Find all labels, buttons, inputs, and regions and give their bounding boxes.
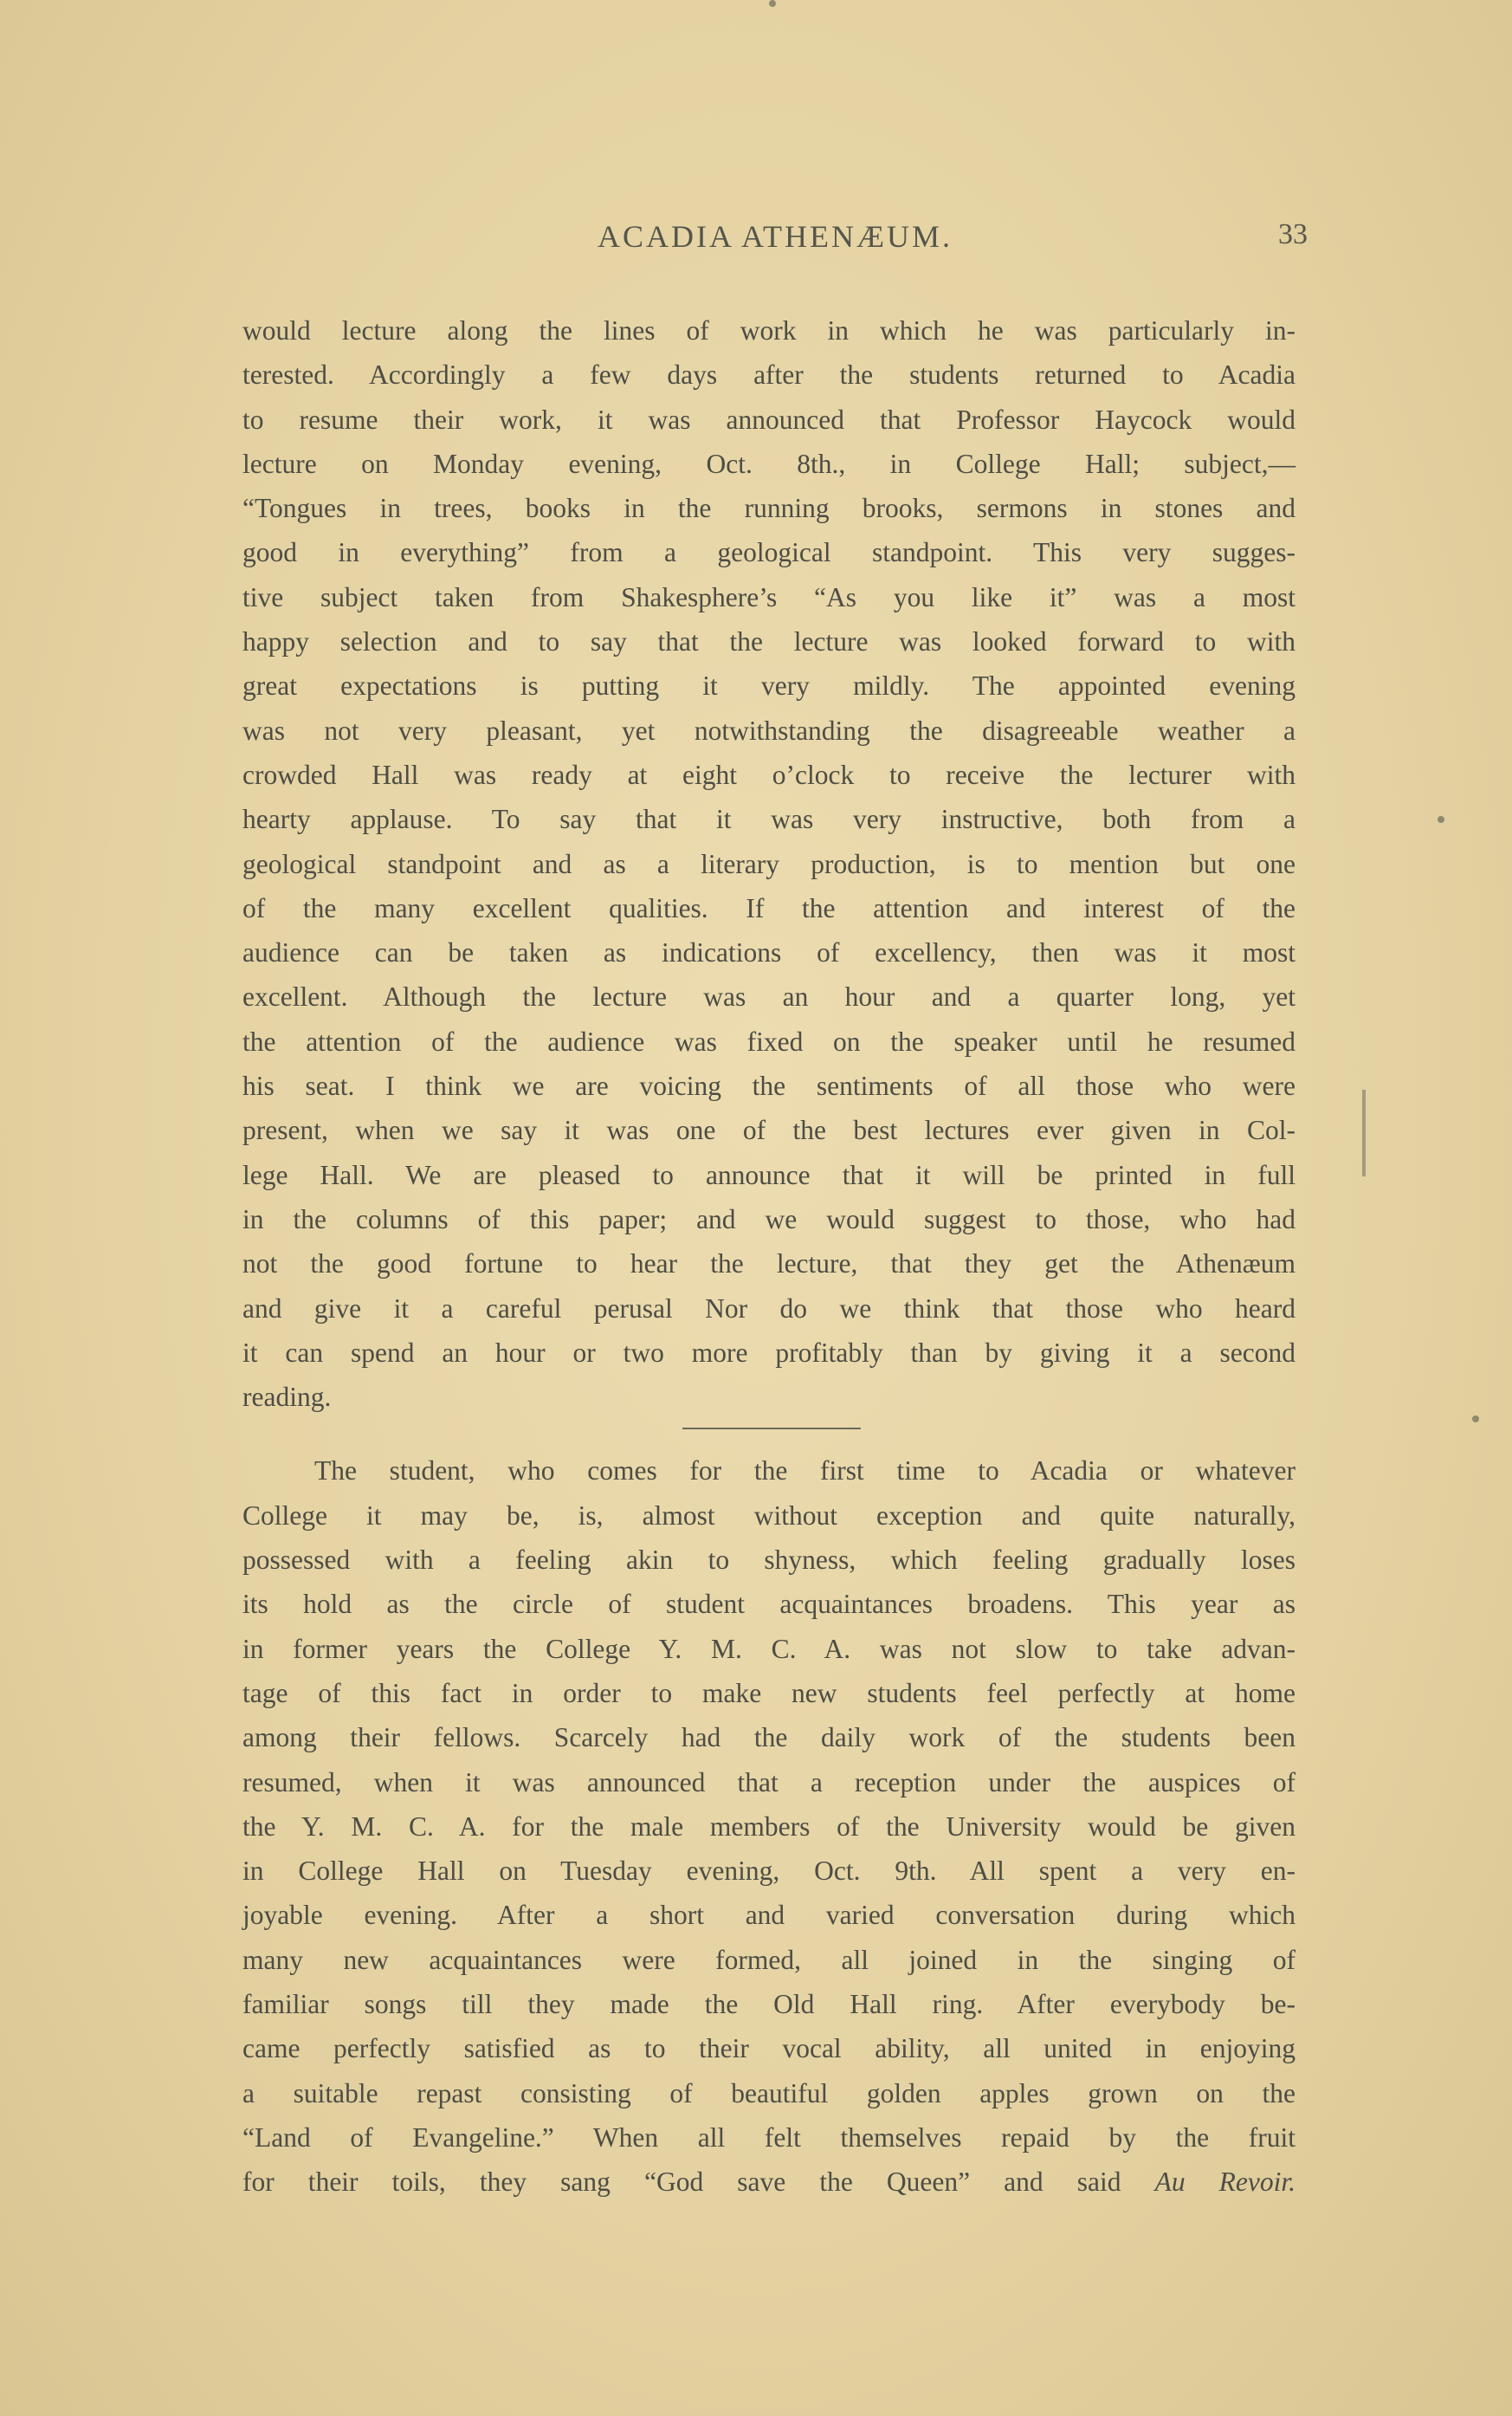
margin-pencil-mark: [1362, 1090, 1366, 1176]
text-line: excellent. Although the lecture was an hour and a quarter long, yet: [242, 981, 1296, 1013]
text-line: among their fellows. Scarcely had the daily work of the students been: [242, 1722, 1296, 1753]
text-line: familiar songs till they made the Old Hall ring. After everybody be-: [242, 1988, 1296, 2019]
text-line: his seat. I think we are voicing the sentiments of all those who were: [242, 1071, 1296, 1102]
running-title: ACADIA ATHENÆUM.: [597, 219, 953, 254]
text-line: to resume their work, it was announced that Professor Haycock would: [242, 404, 1296, 435]
text-line: possessed with a feeling akin to shyness, which feeling gradually loses: [242, 1545, 1296, 1576]
text-line: tive subject taken from Shakesphere’s “As you like it” was a most: [242, 581, 1296, 612]
ink-speck: [1438, 816, 1444, 823]
final-line-text: for their toils, they sang “God save the Queen” and said: [242, 2167, 1155, 2198]
text-line: “Land of Evangeline.” When all felt themselves repaid by the fruit: [242, 2121, 1296, 2153]
text-line: was not very pleasant, yet notwithstanding the disagreeable weather a: [242, 715, 1296, 746]
text-line: the Y. M. C. A. for the male members of the University would be given: [242, 1810, 1296, 1842]
text-line: came perfectly satisfied as to their vocal ability, all united in enjoying: [242, 2033, 1296, 2064]
text-line: its hold as the circle of student acquaintances broadens. This year as: [242, 1589, 1296, 1620]
text-line: would lecture along the lines of work in which he was particularly in-: [242, 315, 1296, 346]
text-line: crowded Hall was ready at eight o’clock to receive the lecturer with: [242, 759, 1296, 790]
text-line: resumed, when it was announced that a reception under the auspices of: [242, 1766, 1296, 1797]
text-line: great expectations is putting it very mildly. The appointed evening: [242, 670, 1296, 702]
text-line: many new acquaintances were formed, all joined in the singing of: [242, 1944, 1296, 1975]
reception-paragraph: [242, 1448, 1296, 2204]
text-line: not the good fortune to hear the lecture, that they get the Athenæum: [242, 1248, 1296, 1279]
text-line: in former years the College Y. M. C. A. was not slow to take advan-: [242, 1633, 1296, 1664]
text-line: and give it a careful perusal Nor do we think that those who heard: [242, 1292, 1296, 1324]
article-body: [242, 308, 1296, 2204]
text-line: a suitable repast consisting of beautiful golden apples grown on the: [242, 2077, 1296, 2108]
text-line: reading.: [242, 1382, 332, 1413]
ink-speck: [1472, 1415, 1479, 1422]
text-line: lege Hall. We are pleased to announce that it will be printed in full: [242, 1159, 1296, 1190]
text-line: of the many excellent qualities. If the attention and interest of the: [242, 892, 1296, 923]
text-line: the attention of the audience was fixed on the speaker until he resumed: [242, 1026, 1296, 1057]
lecture-paragraph: [242, 308, 1296, 1419]
text-line: “Tongues in trees, books in the running brooks, sermons in stones and: [242, 493, 1296, 524]
text-line: in College Hall on Tuesday evening, Oct. 9th. All spent a very en-: [242, 1856, 1296, 1887]
page-number: 33: [1278, 218, 1308, 250]
text-line: in the columns of this paper; and we would suggest to those, who had: [242, 1203, 1296, 1234]
text-line: audience can be taken as indications of excellency, then was it most: [242, 937, 1296, 968]
italic-phrase: Au Revoir.: [1154, 2167, 1296, 2198]
text-line-final: [242, 2160, 1296, 2204]
text-line: happy selection and to say that the lecture was looked forward to with: [242, 626, 1296, 657]
text-line: it can spend an hour or two more profitably than by giving it a second: [242, 1337, 1296, 1368]
section-divider: [682, 1428, 861, 1429]
text-line: geological standpoint and as a literary production, is to mention but one: [242, 848, 1296, 879]
text-line: joyable evening. After a short and varied conversation during which: [242, 1900, 1296, 1931]
ink-speck: [769, 0, 776, 7]
running-head: [242, 218, 1308, 262]
text-line: tage of this fact in order to make new students feel perfectly at home: [242, 1677, 1296, 1708]
text-line: The student, who comes for the first time to Acadia or whatever: [314, 1455, 1296, 1487]
text-line: hearty applause. To say that it was very instructive, both from a: [242, 804, 1296, 835]
text-line: present, when we say it was one of the best lectures ever given in Col-: [242, 1115, 1296, 1146]
text-line: good in everything” from a geological standpoint. This very sugges-: [242, 537, 1296, 568]
text-line: terested. Accordingly a few days after the students returned to Acadia: [242, 359, 1296, 391]
text-line: College it may be, is, almost without exception and quite naturally,: [242, 1499, 1296, 1531]
text-line: lecture on Monday evening, Oct. 8th., in College Hall; subject,—: [242, 448, 1296, 479]
